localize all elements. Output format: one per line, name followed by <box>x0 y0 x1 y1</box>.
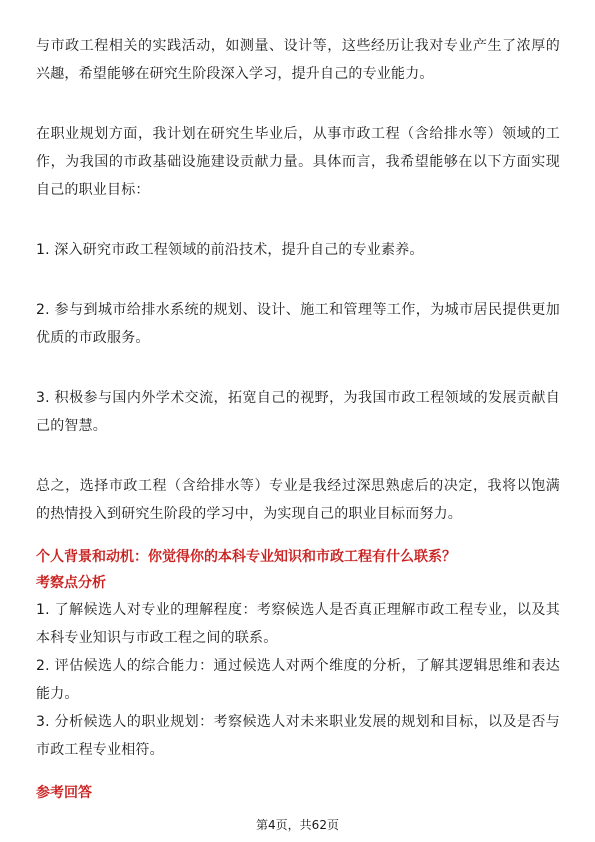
question-title: 个人背景和动机：你觉得你的本科专业知识和市政工程有什么联系？ <box>36 549 456 565</box>
answer-heading: 参考回答 <box>36 785 92 801</box>
spacer <box>36 764 560 780</box>
body-paragraph: 在职业规划方面，我计划在研究生毕业后，从事市政工程（含给排水等）领域的工作，为我国的市政基础设施建设贡献力量。具体而言，我希望能够在以下方面实现自己的职业目标： <box>36 126 560 198</box>
spacer <box>36 440 560 472</box>
analysis-item: 2. 评估候选人的综合能力：通过候选人对两个维度的分析，了解其逻辑思维和表达能力。 <box>36 658 560 702</box>
spacer <box>36 88 560 120</box>
spacer <box>36 528 560 544</box>
body-paragraph: 2. 参与到城市给排水系统的规划、设计、施工和管理等工作，为城市居民提供更加优质的市政服务。 <box>36 302 560 346</box>
page-number: 第4页，共62页 <box>256 818 339 832</box>
body-paragraph: 1. 深入研究市政工程领域的前沿技术，提升自己的专业素养。 <box>36 242 424 258</box>
analysis-item: 1. 了解候选人对专业的理解程度：考察候选人是否真正理解市政工程专业，以及其本科专业知识与市政工程之间的联系。 <box>36 602 560 646</box>
analysis-item: 3. 分析候选人的职业规划：考察候选人对未来职业发展的规划和目标，以及是否与市政工程专业相符。 <box>36 714 560 758</box>
body-paragraph: 3. 积极参与国内外学术交流，拓宽自己的视野，为我国市政工程领域的发展贡献自己的智慧。 <box>36 390 560 434</box>
spacer <box>36 264 560 296</box>
body-paragraph: 与市政工程相关的实践活动，如测量、设计等，这些经历让我对专业产生了浓厚的兴趣，希望能够在研究生阶段深入学习，提升自己的专业能力。 <box>36 38 560 82</box>
spacer <box>36 352 560 384</box>
spacer <box>36 204 560 236</box>
analysis-heading: 考察点分析 <box>36 575 106 591</box>
document-page <box>36 32 560 806</box>
body-paragraph: 总之，选择市政工程（含给排水等）专业是我经过深思熟虑后的决定，我将以饱满的热情投入到研究生阶段的学习中，为实现自己的职业目标而努力。 <box>36 478 560 522</box>
